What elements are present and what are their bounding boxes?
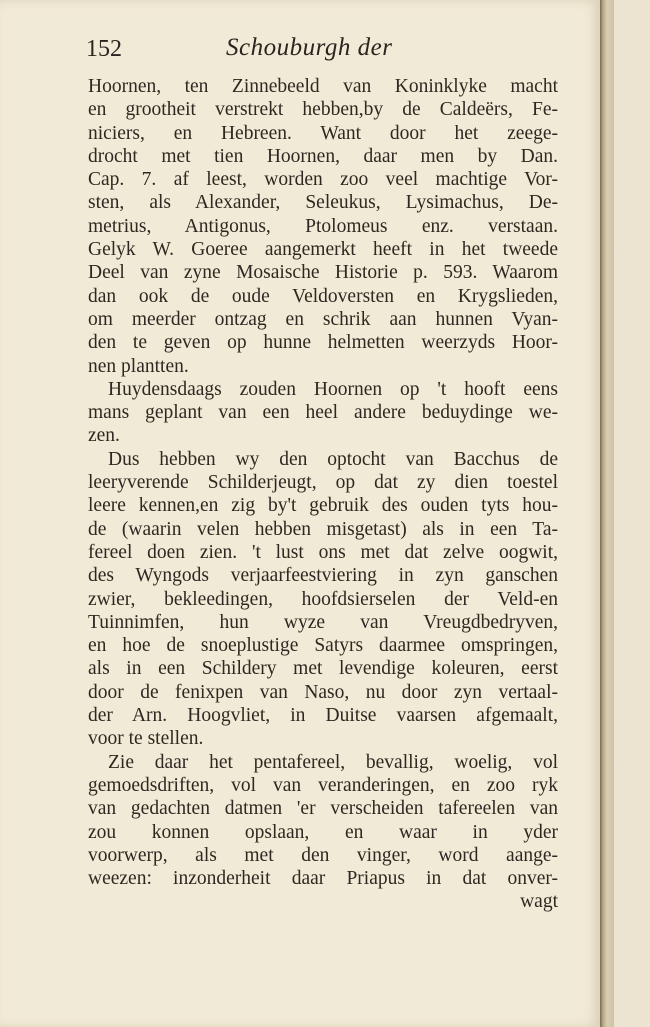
text-line: dan ook de oude Veldoversten en Krygslieden, bbox=[88, 285, 558, 307]
text-line: zou konnen opslaan, en waar in yder bbox=[88, 821, 558, 843]
text-line: sten, als Alexander, Seleukus, Lysimachus, De- bbox=[88, 192, 558, 214]
text-line: voorwerp, als met den vinger, word aange- bbox=[88, 844, 558, 866]
text-line: en hoe de snoeplustige Satyrs daarmee omspringen, bbox=[88, 635, 558, 657]
text-line: des Wyngods verjaarfeestviering in zyn ganschen bbox=[88, 565, 558, 587]
text-line: den te geven op hunne helmetten weerzyds Hoor- bbox=[88, 332, 558, 354]
text-line: Dus hebben wy den optocht van Bacchus de bbox=[108, 448, 558, 470]
text-line: fereel doen zien. 't lust ons met dat zelve oogwit, bbox=[88, 541, 558, 563]
page-edge bbox=[600, 0, 614, 1027]
text-line: Zie daar het pentafereel, bevallig, woelig, vol bbox=[108, 751, 558, 773]
text-line: weezen: inzonderheit daar Priapus in dat onver- bbox=[88, 868, 558, 890]
text-line: zen. bbox=[88, 425, 120, 447]
text-line: Gelyk W. Goeree aangemerkt heeft in het tweede bbox=[88, 239, 558, 261]
text-line: als in een Schildery met levendige koleuren, eerst bbox=[88, 658, 558, 680]
text-line: de (waarin velen hebben misgetast) als in een Ta- bbox=[88, 518, 558, 540]
text-line: wagt bbox=[520, 891, 558, 913]
running-head: Schouburgh der bbox=[226, 34, 393, 61]
text-line: zwier, bekleedingen, hoofdsierselen der Veld-en bbox=[88, 588, 558, 610]
text-line: leeryverende Schilderjeugt, op dat zy dien toestel bbox=[88, 472, 558, 494]
text-line: voor te stellen. bbox=[88, 728, 204, 750]
text-line: nen plantten. bbox=[88, 355, 189, 377]
page-number: 152 bbox=[86, 36, 122, 62]
text-line: Huydensdaags zouden Hoornen op 't hooft eens bbox=[108, 378, 558, 400]
text-line: van gedachten datmen 'er verscheiden tafereelen van bbox=[88, 798, 558, 820]
text-line: mans geplant van een heel andere beduydinge we- bbox=[88, 402, 558, 424]
body-text bbox=[88, 75, 558, 914]
text-line: der Arn. Hoogvliet, in Duitse vaarsen afgemaalt, bbox=[88, 705, 558, 727]
text-line: en grootheit verstrekt hebben,by de Caldeërs, Fe- bbox=[88, 99, 558, 121]
text-line: niciers, en Hebreen. Want door het zeege- bbox=[88, 122, 558, 144]
text-line: gemoedsdriften, vol van veranderingen, en zoo ryk bbox=[88, 774, 558, 796]
page-header bbox=[86, 34, 566, 70]
facing-page-edge bbox=[614, 0, 650, 1027]
text-line: leere kennen,en zig by't gebruik des ouden tyts hou- bbox=[88, 495, 558, 517]
text-line: drocht met tien Hoornen, daar men by Dan. bbox=[88, 145, 558, 167]
text-line: om meerder ontzag en schrik aan hunnen Vyan- bbox=[88, 308, 558, 330]
text-line: door de fenixpen van Naso, nu door zyn vertaal- bbox=[88, 681, 558, 703]
text-line: Deel van zyne Mosaische Historie p. 593. Waarom bbox=[88, 262, 558, 284]
text-line: Tuinnimfen, hun wyze van Vreugdbedryven, bbox=[88, 611, 558, 633]
text-line: Cap. 7. af leest, worden zoo veel machtige Vor- bbox=[88, 169, 558, 191]
text-line: Hoornen, ten Zinnebeeld van Koninklyke macht bbox=[88, 76, 558, 97]
text-line: metrius, Antigonus, Ptolomeus enz. verstaan. bbox=[88, 215, 558, 237]
